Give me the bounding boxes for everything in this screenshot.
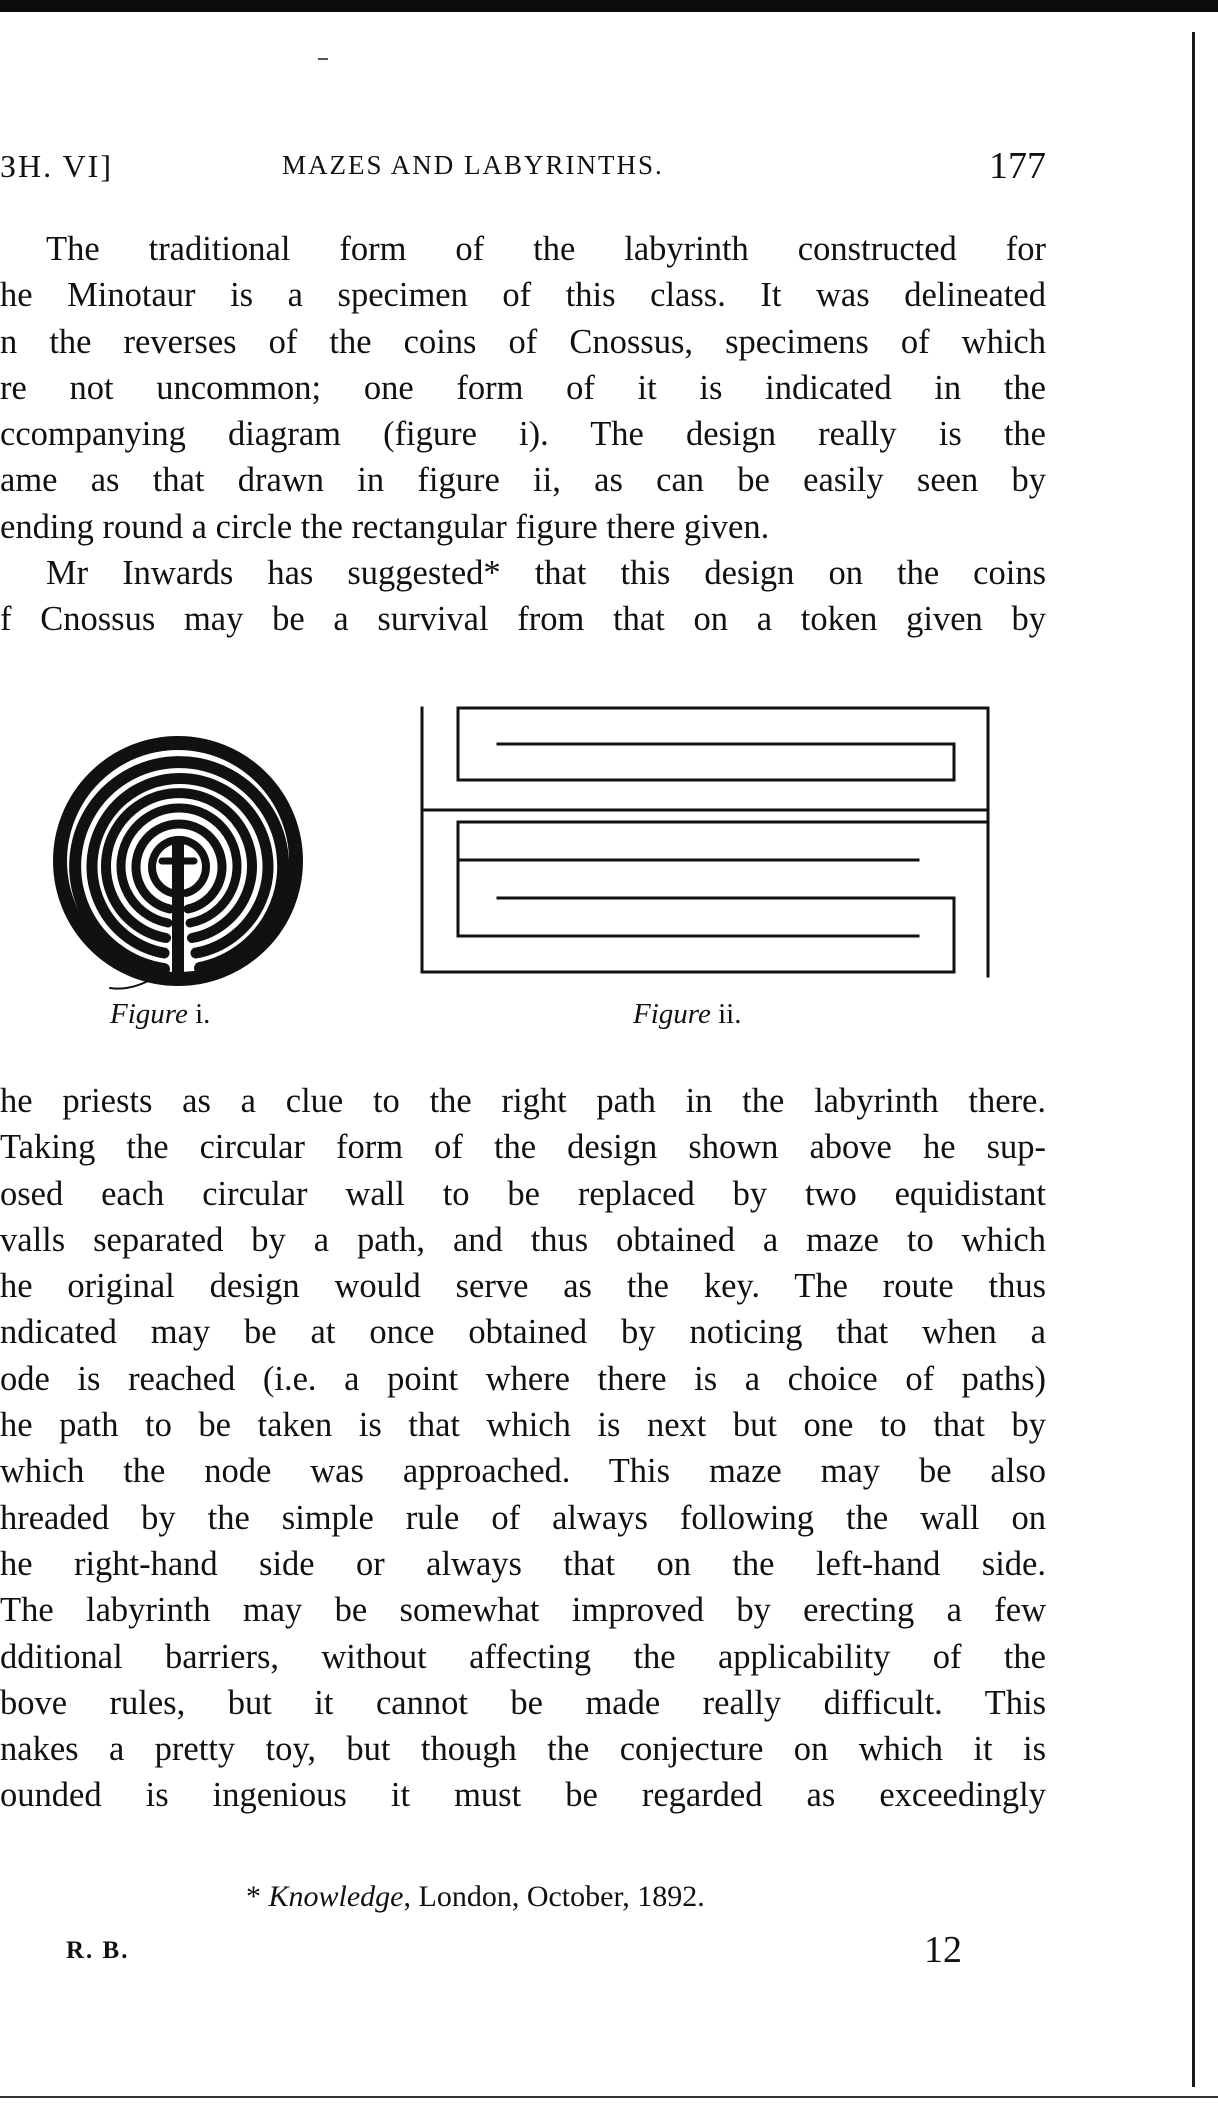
text-line: ounded is ingenious it must be regarded as exceedingly [0, 1776, 1046, 1815]
signature-sheet-number: 12 [924, 1929, 962, 1971]
footnote-details: , London, October, 1892. [403, 1880, 705, 1913]
footnote [246, 1880, 705, 1914]
text-line: dditional barriers, without affecting the applicability of the [0, 1637, 1046, 1676]
text-line: The traditional form of the labyrinth constructed for [46, 230, 1046, 268]
caption-numeral: i. [195, 998, 211, 1030]
scan-bottom-edge [0, 2096, 1218, 2098]
text-line: ame as that drawn in figure ii, as can be easily seen by [0, 461, 1046, 500]
text-line: he Minotaur is a specimen of this class. It was delineated [0, 276, 1046, 315]
figure-i-circular-labyrinth [40, 733, 320, 998]
footnote-marker: * [246, 1880, 261, 1913]
text-line: nakes a pretty toy, but though the conjecture on which it is [0, 1730, 1046, 1769]
scan-right-edge [1192, 32, 1195, 2087]
caption-numeral: ii. [718, 998, 742, 1030]
text-line: he original design would serve as the key. The route thus [0, 1267, 1046, 1306]
text-line: f Cnossus may be a survival from that on a token given by [0, 600, 1046, 639]
paragraph-1 [0, 226, 1046, 643]
text-line: valls separated by a path, and thus obtained a maze to which [0, 1220, 1046, 1259]
caption-figure-word: Figure [110, 998, 188, 1030]
text-line: ode is reached (i.e. a point where there is a choice of paths) [0, 1359, 1046, 1398]
footnote-source: Knowledge [268, 1880, 404, 1913]
text-line: bove rules, but it cannot be made really difficult. This [0, 1683, 1046, 1722]
text-line: Mr Inwards has suggested* that this design on the coins [46, 554, 1046, 593]
paragraph-3 [0, 1078, 1046, 1819]
text-line: n the reverses of the coins of Cnossus, specimens of which [0, 322, 1046, 361]
text-line: re not uncommon; one form of it is indicated in the [0, 368, 1046, 407]
text-line: The labyrinth may be somewhat improved by erecting a few [0, 1591, 1046, 1630]
text-line: he right-hand side or always that on the left-hand side. [0, 1544, 1046, 1583]
text-line: hreaded by the simple rule of always following the wall on [0, 1498, 1046, 1537]
text-line: he priests as a clue to the right path in the labyrinth there. [0, 1082, 1046, 1120]
caption-figure-word: Figure [633, 998, 711, 1030]
text-line: he path to be taken is that which is next but one to that by [0, 1406, 1046, 1445]
running-head [0, 145, 1046, 188]
text-line: ndicated may be at once obtained by noticing that when a [0, 1313, 1046, 1352]
chapter-label: ЗH. VI] [0, 148, 113, 184]
text-line: ending round a circle the rectangular figure there given. [0, 507, 770, 546]
running-title: MAZES AND LABYRINTHS. [282, 150, 664, 180]
scan-top-border [0, 0, 1218, 12]
signature-mark: R. B. [66, 1937, 130, 1964]
text-line: ccompanying diagram (figure i). The design really is the [0, 415, 1046, 454]
page-number: 177 [989, 145, 1046, 187]
text-line: which the node was approached. This maze may be also [0, 1452, 1046, 1491]
figure-i-caption [110, 998, 210, 1031]
text-line: Taking the circular form of the design shown above he sup- [0, 1128, 1046, 1167]
scan-speck [318, 58, 328, 60]
figure-ii-caption [633, 998, 741, 1031]
figure-ii-rectangular-labyrinth [418, 700, 994, 980]
text-line: osed each circular wall to be replaced by two equidistant [0, 1174, 1046, 1213]
